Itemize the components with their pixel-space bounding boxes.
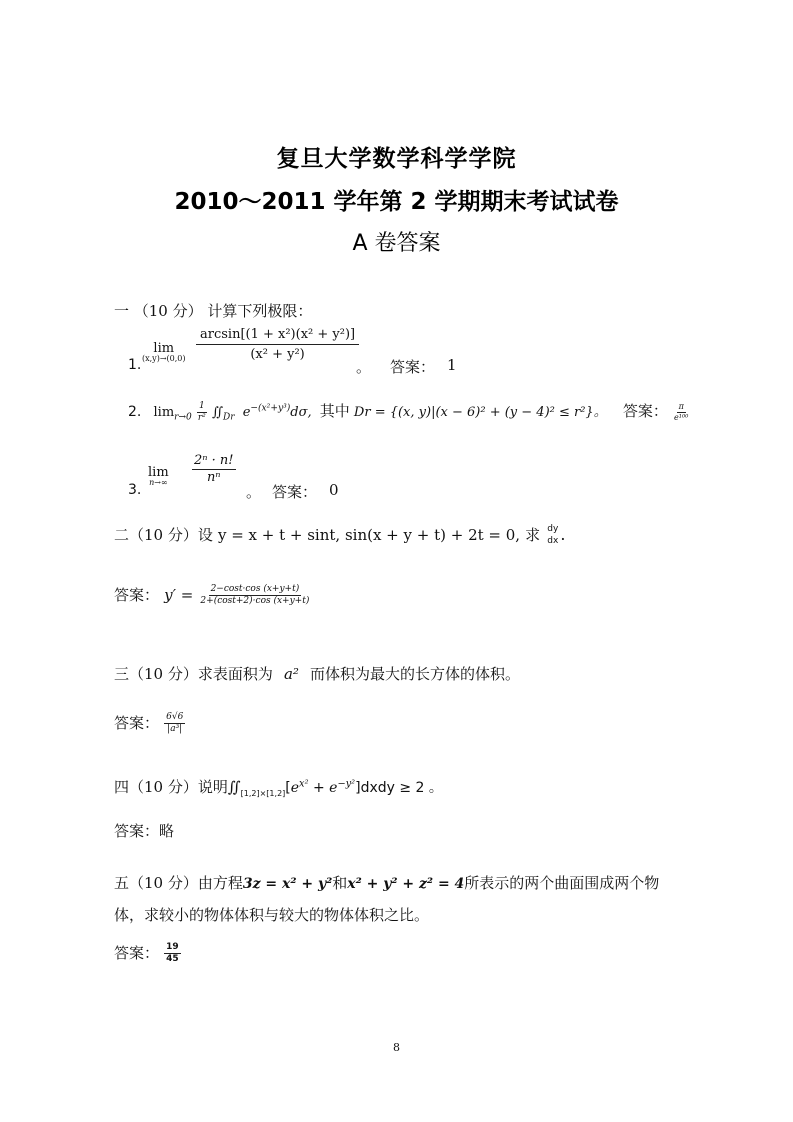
- answer-label: 答案：: [114, 714, 160, 732]
- page-number: 8: [393, 1041, 400, 1054]
- limit-operator: lim (x,y)→(0,0): [142, 341, 186, 363]
- item-number: 3.: [128, 482, 142, 498]
- q2-answer: 答案： y′ = $\frac{2-\cos t\cdot\cos (x+y+t)}{2+(\cos t+2)\cdot\cos (x+y+t)}$: [114, 583, 310, 606]
- q3-answer: [114, 712, 185, 734]
- exam-title: 2010～2011 学年第 2 学期期末考试试卷: [174, 189, 619, 215]
- answer-label: 答案：: [114, 586, 160, 604]
- answer-label: 答案：: [622, 402, 668, 420]
- q5-heading: 五（10 分）由方程3z = x² + y²和x² + y² + z² = 4所表示的两个曲面围成两个物: [114, 874, 660, 892]
- answer-value: 1: [447, 356, 457, 374]
- answer-fraction: $\frac{\pi}{\text{e¹⁰⁰}}$: [674, 401, 689, 422]
- derivative-fraction: dy dx: [547, 524, 559, 546]
- q1-heading: 一 （10 分） 计算下列极限：: [114, 302, 313, 320]
- q5-answer: [114, 942, 181, 964]
- answer-fraction: $\frac{6√6}{\text{|a³|}}$: [166, 711, 184, 734]
- coefficient-fraction: $\frac{1}{\text{r²}}$: [197, 400, 206, 423]
- answer-label: 答案：: [114, 822, 160, 840]
- answer-key-title: A 卷答案: [352, 231, 441, 256]
- answer-fraction: $\frac{2-\cos t\cdot\cos (x+y+t)}{2+(\cos t+2)\cdot\cos (x+y+t)}$: [200, 583, 310, 606]
- limit-operator: lim n→∞: [148, 465, 169, 487]
- item-number: 2.: [128, 404, 142, 420]
- answer-value: 0: [329, 481, 339, 499]
- answer-value: 略: [159, 822, 175, 840]
- q5-heading-line2: 体，求较小的物体体积与较大的物体体积之比。: [114, 906, 430, 924]
- q4-answer: [114, 820, 174, 841]
- q1-item-2: 2. $\lim_{r\to 0}$ $\frac{1}{\text{r²}}$ $∬_{Dr}$ $e^{-(x^2+y^3)}d\sigma$, 其中 Dr = {(x, y)|(x − 6)² + (y − 4)² ≤ r²}。 答案： $\frac{\pi}{\text{e¹⁰⁰}}$: [128, 400, 689, 423]
- limit-fraction: $\frac{\text{arcsin[(1 + x²)(x² + y²)]}}{\text{(x² + y²)}}$: [196, 328, 359, 361]
- limit-fraction: $\frac{\text{2ⁿ · n!}}{\text{nⁿ}}$: [194, 453, 234, 485]
- equation-1: 3z = x² + y²: [242, 876, 333, 892]
- answer-fraction: $\frac{19}{45}$: [166, 941, 179, 964]
- variable-a-squared: a²: [283, 665, 299, 683]
- q2-equation: y = x + t + sint, sin(x + y + t) + 2t = 0,: [217, 526, 521, 544]
- answer-label: 答案：: [390, 358, 436, 376]
- answer-label: 答案：: [114, 944, 160, 962]
- q3-heading: 三（10 分）求表面积为 a² 而体积为最大的长方体的体积。: [114, 665, 521, 683]
- q4-heading: 四（10 分）说明$∬_{[1,2]\times[1,2]}[e^{x^2}$ + $e^{-y^2}]dxdy \ge 2$ 。: [114, 778, 443, 799]
- q2-heading: 二（10 分）设 y = x + t + sint, sin(x + y + t) + 2t = 0, 求 dy dx .: [114, 524, 566, 546]
- item-number: 1.: [128, 357, 142, 373]
- school-title: 复旦大学数学科学学院: [276, 146, 517, 172]
- equation-2: x² + y² + z² = 4: [347, 876, 465, 892]
- answer-label: 答案：: [272, 483, 318, 501]
